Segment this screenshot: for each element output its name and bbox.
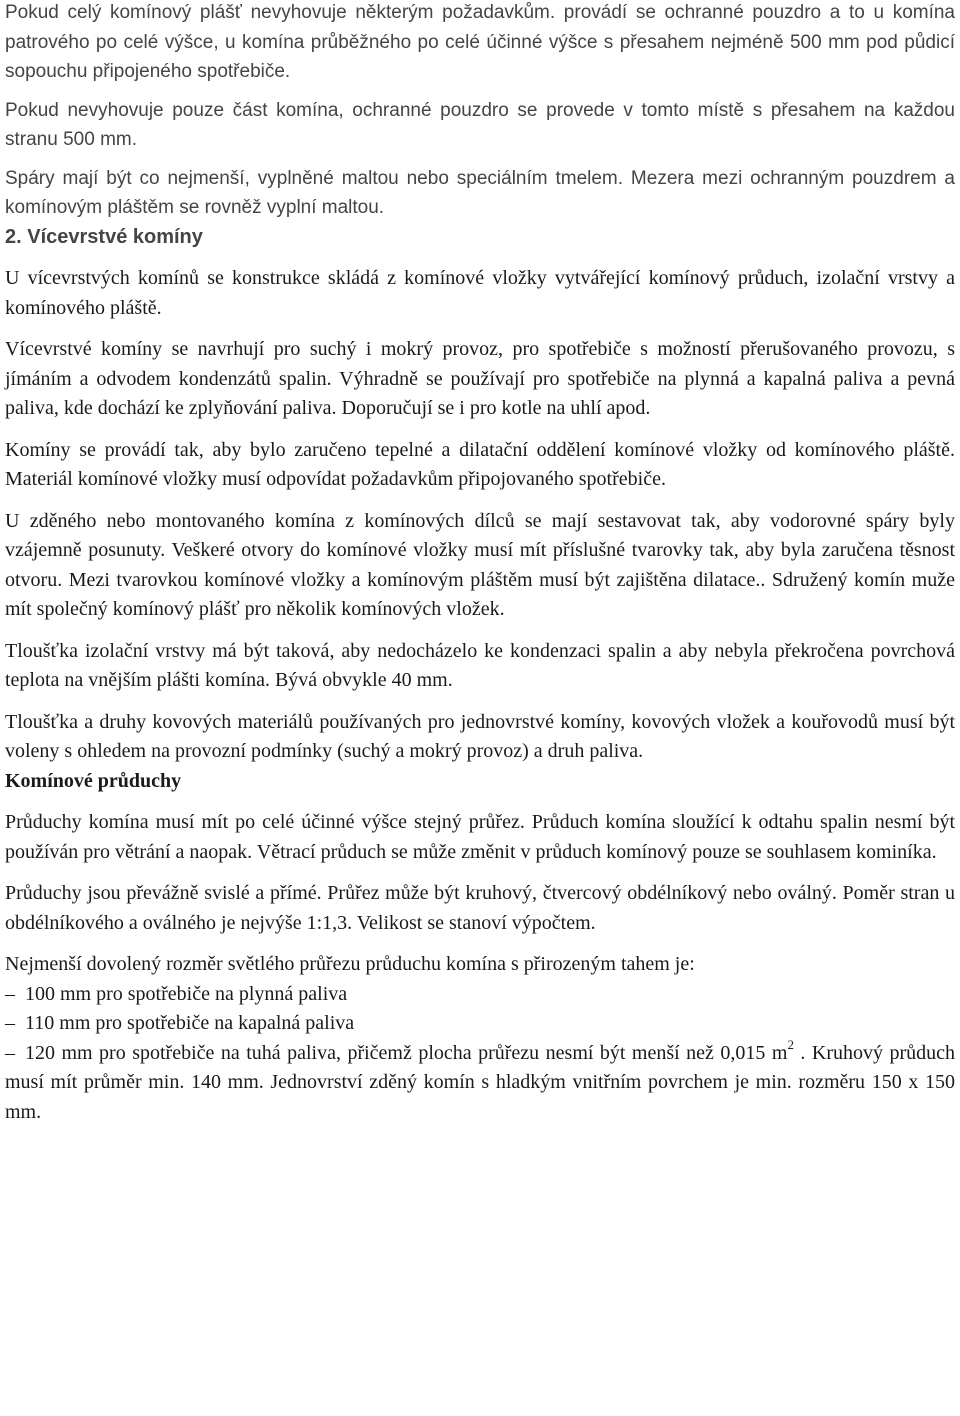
list-item-text-continued: . Kruhový průduch musí mít průměr min. 140 mm. Jednovrství zděný komín s hladkým vnitřním povrchem je min. rozměru 150 x 150 mm.	[5, 1041, 956, 1123]
dash-bullet: –	[5, 1012, 15, 1034]
paragraph-insulation-thickness: Tloušťka izolační vrstvy má být taková, aby nedocházelo ke kondenzaci spalin a aby nebyla překročena povrchová teplota na vnějším plášti komína. Bývá obvykle 40 mm.	[5, 639, 955, 691]
paragraph-multilayer-construction: U vícevrstvých komínů se konstrukce skládá z komínové vložky vytvářející komínový průduch, izolační vrstvy a komínového pláště.	[5, 267, 955, 319]
list-item-solid-fuels	[5, 1036, 956, 1128]
paragraph-multilayer-design: Vícevrstvé komíny se navrhují pro suchý i mokrý provoz, pro spotřebiče s možností přerušovaného provozu, s jímáním a odvodem kondenzátů spalin. Výhradně se používají pro spotřebiče na plynná a kapalná paliva a pevná paliva, kde dochází ke zplyňování paliva. Doporučují se i pro kotle na uhlí apod.	[5, 338, 955, 419]
paragraph-metal-materials: Tloušťka a druhy kovových materiálů používaných pro jednovrstvé komíny, kovových vložek a kouřovodů musí být voleny s ohledem na provozní podmínky (suchý a mokrý provoz) a druh paliva.	[5, 710, 955, 762]
heading-multilayer-chimneys: 2. Vícevrstvé komíny	[5, 225, 203, 248]
paragraph-protective-sleeve: Pokud celý komínový plášť nevyhovuje některým požadavkům. provádí se ochranné pouzdro a to u komína patrového po celé výšce, u komína průběžného po celé účinné výšce s přesahem nejméně 500 mm pod půdicí sopouchu připojeného spotřebiče.	[5, 2, 955, 82]
list-item-text: 120 mm pro spotřebiče na tuhá paliva, přičemž plocha průřezu nesmí být menší než 0,015 m	[25, 1041, 788, 1064]
list-item-liquid-fuels	[5, 1009, 955, 1039]
paragraph-partial-sleeve: Pokud nevyhovuje pouze část komína, ochranné pouzdro se provede v tomto místě s přesahem na každou stranu 500 mm.	[5, 99, 955, 150]
superscript-exponent: 2	[787, 1036, 794, 1052]
list-item-text: 100 mm pro spotřebiče na plynná paliva	[25, 982, 348, 1005]
paragraph-masonry-chimney: U zděného nebo montovaného komína z komínových dílců se mají sestavovat tak, aby vodorovné spáry byly vzájemně posunuty. Veškeré otvory do komínové vložky musí mít příslušné tvarovky tak, aby byla zaručena těsnost otvoru. Mezi tvarovkou komínové vložky a komínovým pláštěm musí být zajištěna dilatace.. Sdružený komín muže mít společný komínový plášť pro několik komínových vložek.	[5, 509, 955, 620]
dash-bullet: –	[5, 1041, 15, 1064]
paragraph-separation: Komíny se provádí tak, aby bylo zaručeno tepelné a dilatační oddělení komínové vložky od komínového pláště. Materiál komínové vložky musí odpovídat požadavkům připojovaného spotřebiče.	[5, 438, 955, 490]
list-item-gas-fuels	[5, 980, 955, 1010]
paragraph-flue-cross-section: Průduchy komína musí mít po celé účinné výšce stejný průřez. Průduch komína sloužící k odtahu spalin nesmí být používán pro větrání a naopak. Větrací průduch se může změnit v průduch komínový pouze se souhlasem kominíka.	[5, 811, 955, 863]
paragraph-joints: Spáry mají být co nejmenší, vyplněné maltou nebo speciálním tmelem. Mezera mezi ochranným pouzdrem a komínovým pláštěm se rovněž vyplní maltou.	[5, 167, 955, 218]
paragraph-flue-shape: Průduchy jsou převážně svislé a přímé. Průřez může být kruhový, čtvercový obdélníkový nebo oválný. Poměr stran u obdélníkového a oválného je nejvýše 1:1,3. Velikost se stanoví výpočtem.	[5, 882, 955, 934]
list-item-text: 110 mm pro spotřebiče na kapalná paliva	[25, 1012, 355, 1034]
heading-chimney-flues: Komínové průduchy	[5, 769, 182, 792]
paragraph-minimum-size: Nejmenší dovolený rozměr světlého průřezu průduchu komína s přirozeným tahem je:	[5, 953, 695, 975]
dash-bullet: –	[5, 982, 15, 1005]
document-page	[5, 0, 955, 1127]
